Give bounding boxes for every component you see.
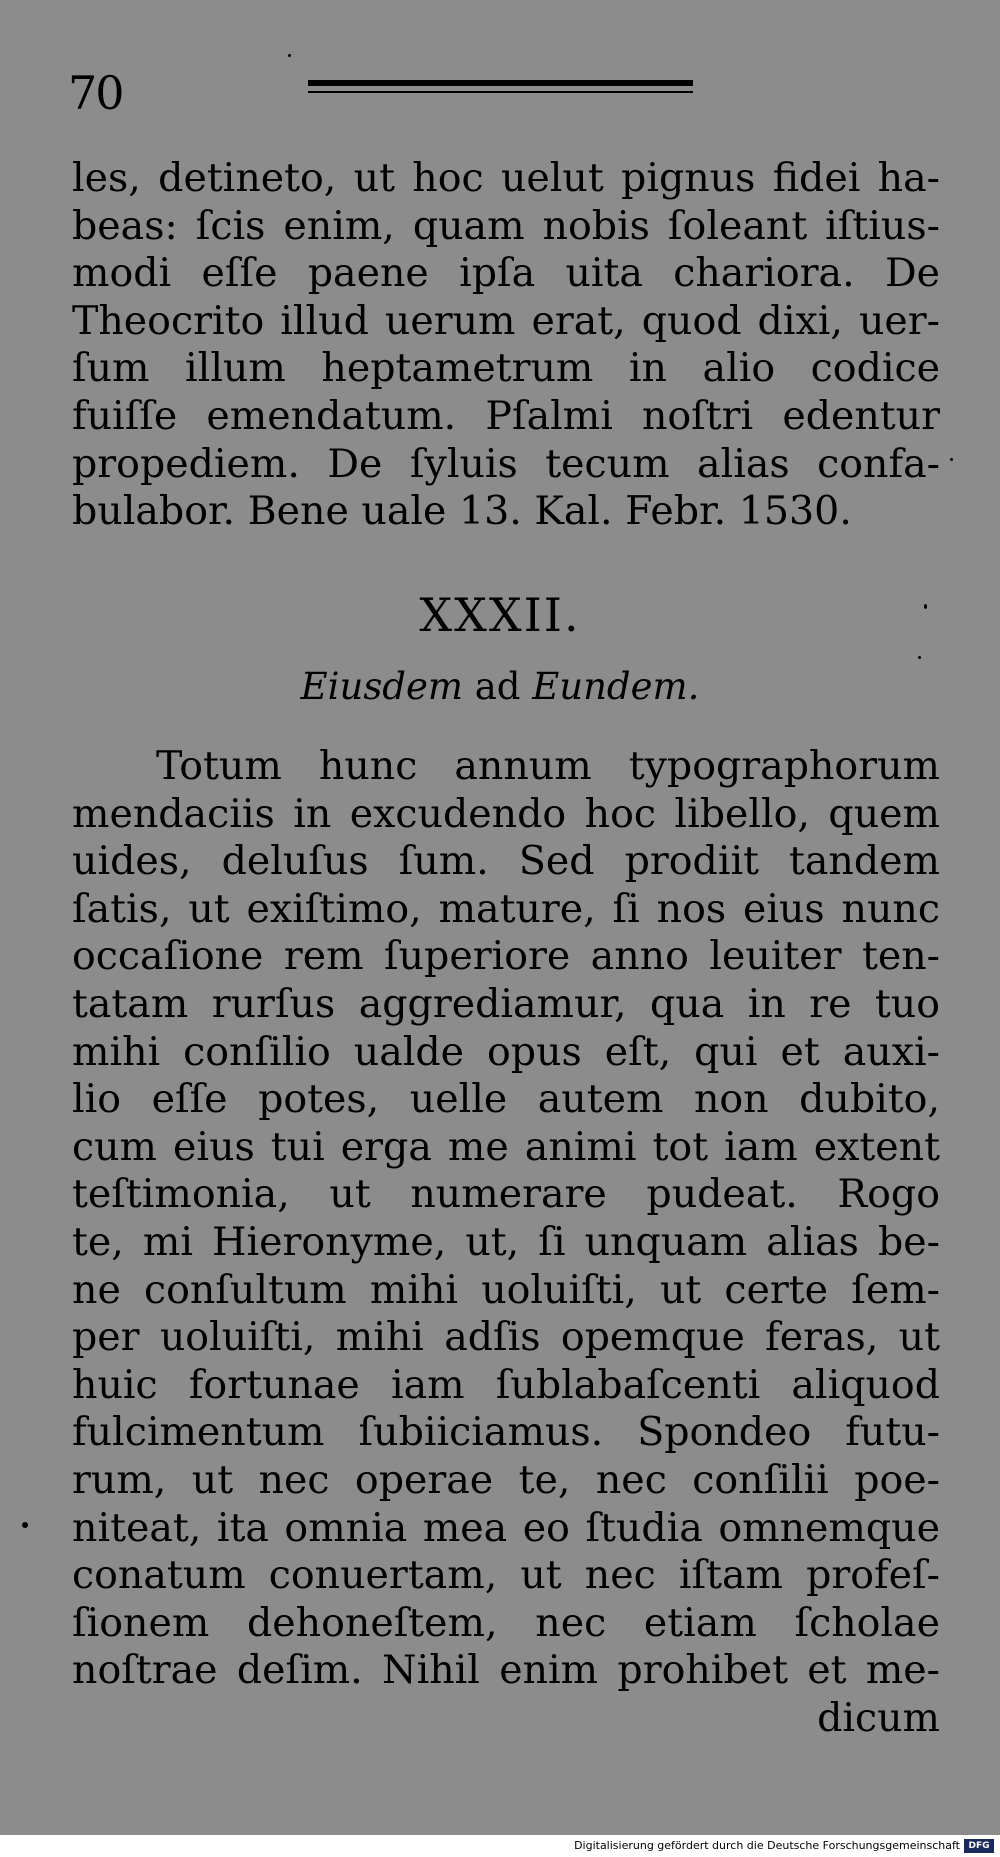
text-line: mihi conſilio ualde opus eſt, qui et auxi- [72,1028,940,1075]
paragraph-letter-body [72,743,940,1742]
text-line: cum eius tui erga me animi tot iam extent [72,1123,940,1170]
text-line: lio eſſe potes, uelle autem non dubito, [72,1076,940,1123]
scan-speck [950,458,953,461]
text-line: mendaciis in excudendo hoc libello, quem [72,790,940,837]
text-line: propediem. De ſyluis tecum alias confa- [72,440,940,487]
text-line: les, detineto, ut hoc uelut pignus fidei ha- [72,155,940,201]
text-line: per uoluiſti, mihi adſis opemque feras, ut [72,1314,940,1361]
text-line: noſtrae deſim. Nihil enim prohibet et me- [72,1647,940,1694]
paragraph-previous-letter [72,155,940,536]
scan-speck [22,1522,28,1528]
digitization-credit: Digitalisierung gefördert durch die Deutsche Forschungsgemeinschaft [574,1839,960,1852]
text-line: beas: ſcis enim, quam nobis ſoleant iſtius- [72,202,940,249]
text-line: huic fortunae iam ſublabaſcenti aliquod [72,1361,940,1408]
catchword: dicum [817,1694,940,1741]
text-line: Theocrito illud uerum erat, quod dixi, uer- [72,297,940,344]
letter-heading-recipient: Eundem. [532,665,700,708]
letter-heading-author: Eiusdem [300,665,463,708]
text-line: fulcimentum ſubiiciamus. Spondeo futu- [72,1409,940,1456]
header-rule-thin [308,91,693,93]
text-line: rum, ut nec operae te, nec conſilii poe- [72,1456,940,1503]
text-line: uides, deluſus ſum. Sed prodiit tandem [72,838,940,885]
header-rule [308,80,693,86]
letter-heading-ad: ad [474,665,521,708]
text-line: ne conſultum mihi uoluiſti, ut certe ſem- [72,1266,940,1313]
page-number: 70 [68,66,123,120]
text-line: bulabor. Bene uale 13. Kal. Febr. 1530. [72,488,852,535]
dfg-logo-icon: DFG [964,1839,994,1853]
text-line: teſtimonia, ut numerare pudeat. Rogo [72,1171,940,1218]
text-line: occaſione rem ſuperiore anno leuiter ten- [72,933,940,980]
text-line: ſatis, ut exiſtimo, mature, ſi nos eius nunc [72,885,940,932]
text-line: conatum conuertam, ut nec iſtam profeſ- [72,1552,940,1599]
text-line: fuiſſe emendatum. Pſalmi noſtri edentur [72,392,940,439]
text-line: Totum hunc annum typographorum [156,743,940,789]
scan-speck [918,656,921,659]
text-line: ſum illum heptametrum in alio codice [72,345,940,392]
letter-heading [0,665,1000,708]
text-line: tatam rurſus aggrediamur, qua in re tuo [72,980,940,1027]
text-line: modi eſſe paene ipſa uita chariora. De [72,250,940,297]
text-line: ſionem dehoneſtem, nec etiam ſcholae [72,1599,940,1646]
text-line: niteat, ita omnia mea eo ſtudia omnemque [72,1504,940,1551]
text-line: te, mi Hieronyme, ut, ſi unquam alias be- [72,1218,940,1265]
letter-number: XXXII. [419,588,581,642]
scan-speck [288,54,291,57]
